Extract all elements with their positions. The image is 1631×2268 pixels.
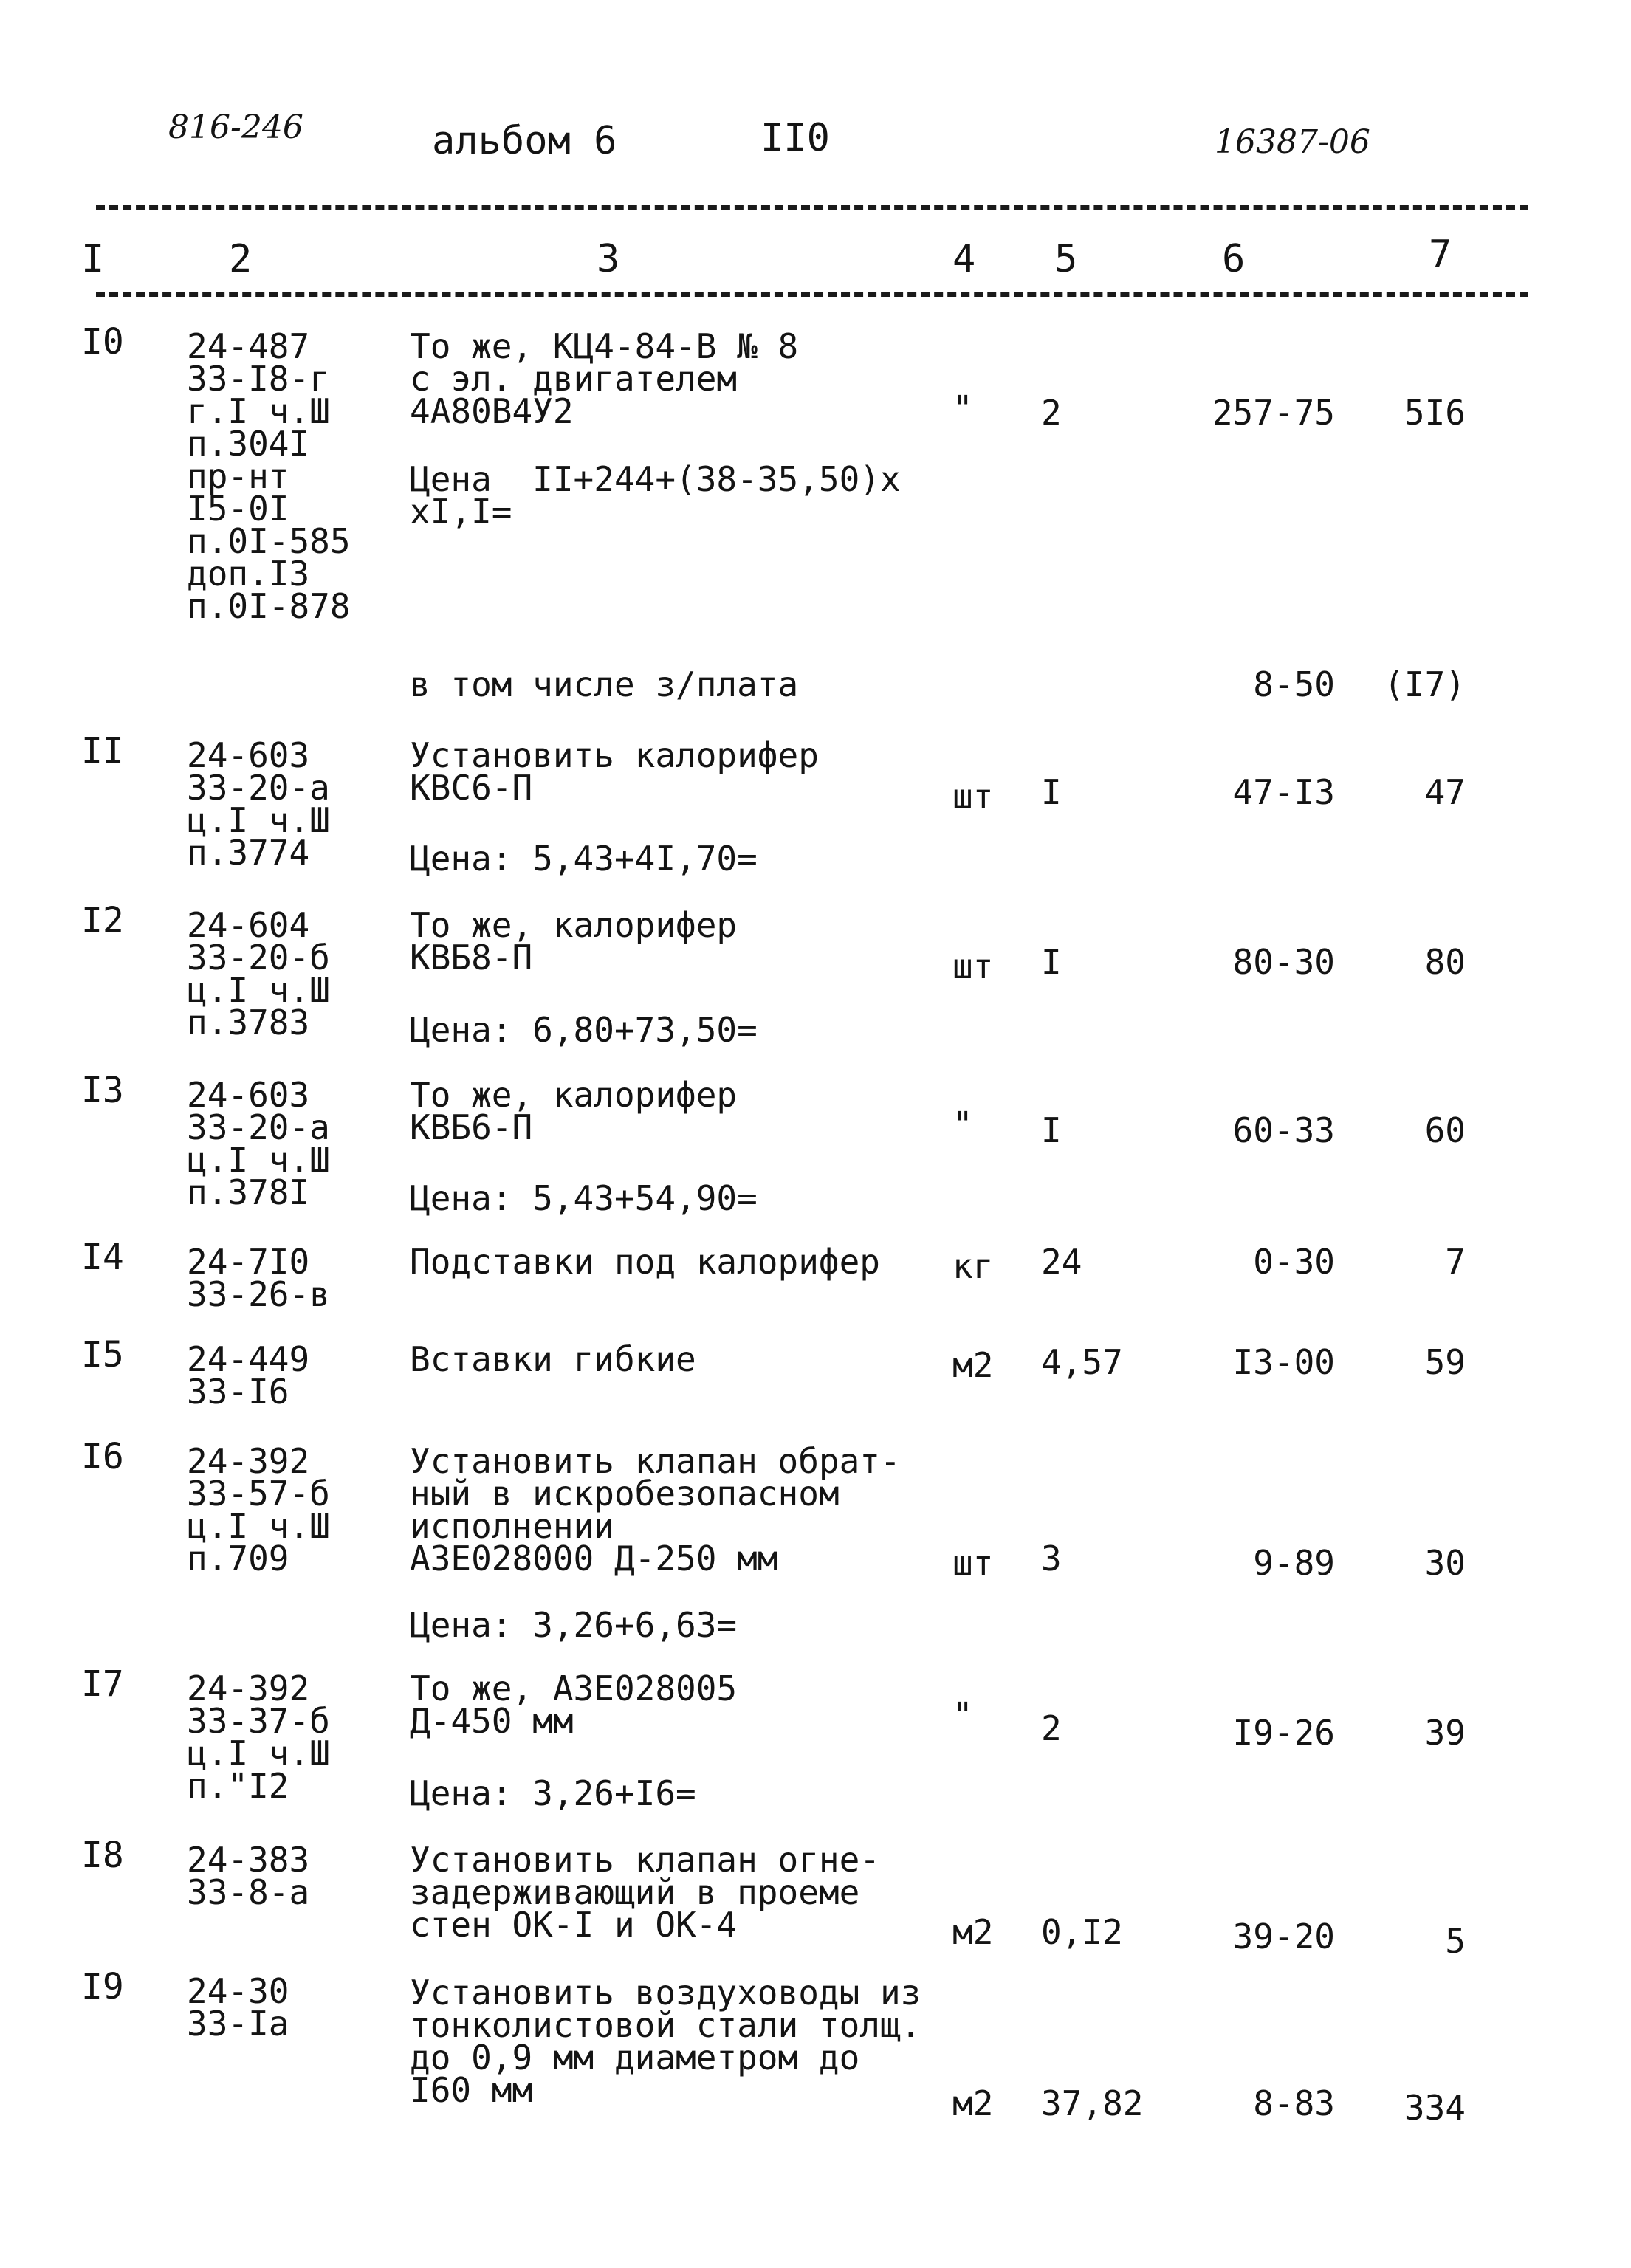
row-quantity: 24 [1041,1242,1082,1282]
col-header-7: 7 [1429,233,1452,277]
row-description: АЗЕ028000 Д-250 мм [410,1539,778,1578]
row-code: 33-26-в [187,1274,330,1314]
row-price-formula: Цена: 5,43+54,90= [410,1178,758,1218]
row-number: I7 [81,1663,124,1705]
row-description: То же, калорифер [410,1075,738,1115]
row-code: ц.I ч.Ш [187,800,330,840]
row-unit: " [952,388,973,428]
row-code: 33-I8-г [187,359,330,399]
handwritten-code-left: 816-246 [168,109,303,146]
row-description: Установить клапан обрат- [410,1441,901,1481]
row-code: 24-487 [187,326,310,366]
row-quantity: I [1041,772,1062,812]
row-quantity: 2 [1041,1708,1062,1748]
row-code: 33-57-б [187,1474,330,1513]
row-code: ц.I ч.Ш [187,970,330,1010]
row-unit-cost: 60-33 [1232,1110,1335,1150]
row-code: 33-20-а [187,768,330,808]
row-price-formula: Цена: 5,43+4I,70= [410,839,758,879]
row-description: То же, калорифер [410,905,738,945]
row-total: 30 [1424,1543,1466,1583]
col-header-6: 6 [1222,237,1246,281]
row-price-formula: Цена: 6,80+73,50= [410,1010,758,1050]
row-unit-cost: 80-30 [1232,942,1335,982]
row-description: ный в искробезопасном [410,1474,839,1513]
row-total: 59 [1424,1342,1466,1382]
row-description: с эл. двигателем [410,359,738,399]
row-number: I2 [81,900,124,941]
row-code: п.0I-878 [187,586,351,626]
row-description: КВС6-П [410,768,533,808]
row-number: I6 [81,1436,124,1477]
col-header-1: I [81,237,105,281]
row-unit: шт [952,777,994,817]
row-number: I5 [81,1334,124,1375]
row-code: пр-нт [187,456,289,496]
row-unit-cost: 9-89 [1253,1543,1335,1583]
row-code: 33-Iа [187,2004,289,2044]
row-quantity: 4,57 [1041,1342,1123,1382]
row-unit-cost: 257-75 [1212,393,1335,433]
row-description: Установить клапан огне- [410,1840,880,1880]
row-code: 24-392 [187,1441,310,1481]
row-unit: шт [952,946,994,986]
row-code: 24-604 [187,905,310,945]
album-label: альбом 6 [432,119,617,163]
row-total: 334 [1404,2088,1466,2128]
row-code: 24-383 [187,1840,310,1880]
row-description: Д-450 мм [410,1701,574,1741]
row-description: Подставки под калорифер [410,1242,880,1282]
row-description: Установить воздуховоды из [410,1973,921,2013]
row-unit: м2 [952,1912,994,1952]
col-header-2: 2 [229,237,253,281]
row-price-formula: Цена II+244+(38-35,50)х [410,459,901,499]
row-description: I60 мм [410,2070,533,2110]
row-price-formula: Цена: 3,26+I6= [410,1773,696,1813]
row-code: ц.I ч.Ш [187,1733,330,1773]
row-description: задерживающий в проеме [410,1872,860,1912]
row-description: стен ОК-I и ОК-4 [410,1905,738,1945]
row-number: I8 [81,1835,124,1876]
row-description: КВБ6-П [410,1107,533,1147]
row-code: п.304I [187,424,310,464]
row-code: I5-0I [187,489,289,529]
row-description: То же, КЦ4-84-В № 8 [410,326,799,366]
row-unit-cost: 8-83 [1253,2083,1335,2123]
dashed-rule-header [96,292,1528,297]
row-unit: м2 [952,2083,994,2123]
page-number: II0 [760,116,830,160]
row-code: ц.I ч.Ш [187,1506,330,1546]
row-description: КВБ8-П [410,938,533,977]
row-unit: " [952,1695,973,1735]
row-quantity: 2 [1041,393,1062,433]
row-quantity: 37,82 [1041,2083,1144,2123]
row-description: тонколистовой стали толщ. [410,2005,921,2045]
row-total: 5I6 [1404,393,1466,433]
row-unit: шт [952,1543,994,1583]
row-number: I4 [81,1237,124,1278]
row-code: ц.I ч.Ш [187,1140,330,1180]
row-code: п."I2 [187,1766,289,1806]
row-quantity: I [1041,942,1062,982]
row-total: 7 [1445,1242,1466,1282]
row-description: Вставки гибкие [410,1339,696,1379]
row-quantity: 0,I2 [1041,1912,1123,1952]
row-code: 24-30 [187,1971,289,2011]
row-code: 33-20-б [187,938,330,977]
row-code: п.3774 [187,833,310,873]
row-subtotal-cost: 8-50 [1253,664,1335,704]
row-total: 60 [1424,1110,1466,1150]
row-number: I9 [81,1966,124,2007]
row-description: 4А80В4У2 [410,391,574,431]
row-code: 33-20-а [187,1107,330,1147]
row-code: п.0I-585 [187,521,351,561]
row-code: п.3783 [187,1003,310,1042]
row-quantity: 3 [1041,1539,1062,1578]
row-quantity: I [1041,1110,1062,1150]
row-code: 24-603 [187,1075,310,1115]
row-code: 24-392 [187,1669,310,1708]
row-total: 39 [1424,1713,1466,1753]
row-total: 80 [1424,942,1466,982]
row-code: 33-8-а [187,1872,310,1912]
row-unit: кг [952,1246,994,1286]
row-total: 5 [1445,1921,1466,1961]
row-code: п.709 [187,1539,289,1578]
row-unit-cost: I3-00 [1232,1342,1335,1382]
row-description: до 0,9 мм диаметром до [410,2038,860,2078]
col-header-5: 5 [1054,237,1078,281]
row-number: II [81,730,124,772]
row-code: доп.I3 [187,554,310,594]
row-total: 47 [1424,772,1466,812]
row-unit-cost: 0-30 [1253,1242,1335,1282]
row-price-formula: Цена: 3,26+6,63= [410,1605,738,1645]
row-code: 24-7I0 [187,1242,310,1282]
row-number: I3 [81,1070,124,1111]
row-unit-cost: I9-26 [1232,1713,1335,1753]
row-code: г.I ч.Ш [187,391,330,431]
row-number: I0 [81,321,124,362]
row-code: п.378I [187,1172,310,1212]
row-unit: м2 [952,1345,994,1385]
row-unit: " [952,1104,973,1144]
row-code: 33-I6 [187,1372,289,1412]
row-unit-cost: 39-20 [1232,1917,1335,1956]
dashed-rule-top [96,205,1528,210]
row-subtotal-label: в том числе з/плата [410,664,799,704]
row-code: 33-37-б [187,1701,330,1741]
row-unit-cost: 47-I3 [1232,772,1335,812]
handwritten-code-right: 16387-06 [1215,123,1370,161]
row-price-formula: хI,I= [410,492,512,532]
row-code: 24-449 [187,1339,310,1379]
row-description: То же, АЗЕ028005 [410,1669,738,1708]
row-description: Установить калорифер [410,735,819,775]
row-code: 24-603 [187,735,310,775]
col-header-4: 4 [952,237,976,281]
row-subtotal-total: (I7) [1384,664,1466,704]
col-header-3: 3 [597,237,620,281]
row-description: исполнении [410,1506,614,1546]
